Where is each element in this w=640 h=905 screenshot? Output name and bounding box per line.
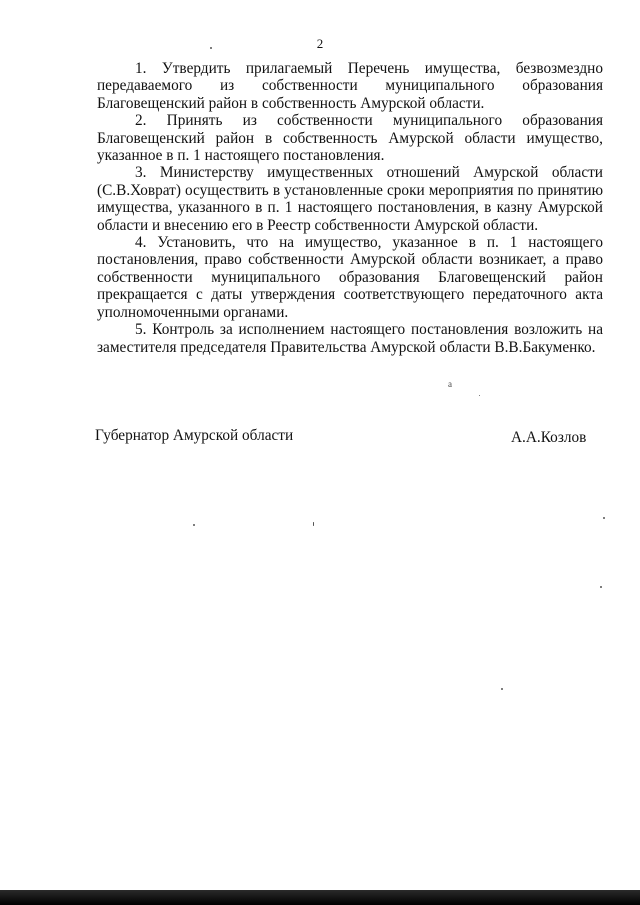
signatory-title: Губернатор Амурской области xyxy=(95,427,294,444)
paragraph-5: 5. Контроль за исполнением настоящего постановления возложить на заместителя председателя Правительства Амурской области В.В.Бакуменко. xyxy=(97,321,603,356)
document-body xyxy=(97,60,603,356)
paragraph-4: 4. Установить, что на имущество, указанное в п. 1 настоящего постановления, право собственности Амурской области возникает, а право собственности муниципального образования Благовещенский район прекращается с даты утверждения соответствующего передаточного акта уполномоченными органами. xyxy=(97,234,603,321)
paragraph-2: 2. Принять из собственности муниципального образования Благовещенский район в собственность Амурской области имущество, указанное в п. 1 настоящего постановления. xyxy=(97,112,603,165)
scan-speck xyxy=(313,522,314,526)
scan-speck xyxy=(479,395,480,396)
page-number: 2 xyxy=(316,36,324,51)
scan-speck xyxy=(501,688,503,690)
scan-edge-shadow xyxy=(0,890,640,905)
scan-mark: а xyxy=(448,379,452,389)
scan-speck xyxy=(600,586,602,588)
signatory-name: А.А.Козлов xyxy=(511,429,587,446)
paragraph-1: 1. Утвердить прилагаемый Перечень имущества, безвозмездно передаваемого из собственности муниципального образования Благовещенский район в собственность Амурской области. xyxy=(97,60,603,112)
scan-speck xyxy=(603,517,605,519)
scan-speck xyxy=(193,524,195,526)
scan-speck xyxy=(210,47,212,49)
paragraph-3: 3. Министерству имущественных отношений Амурской области (С.В.Ховрат) осуществить в установленные сроки мероприятия по принятию имущества, указанного в п. 1 настоящего постановления, в казну Амурской области и внесению его в Реестр собственности Амурской области. xyxy=(97,164,603,234)
